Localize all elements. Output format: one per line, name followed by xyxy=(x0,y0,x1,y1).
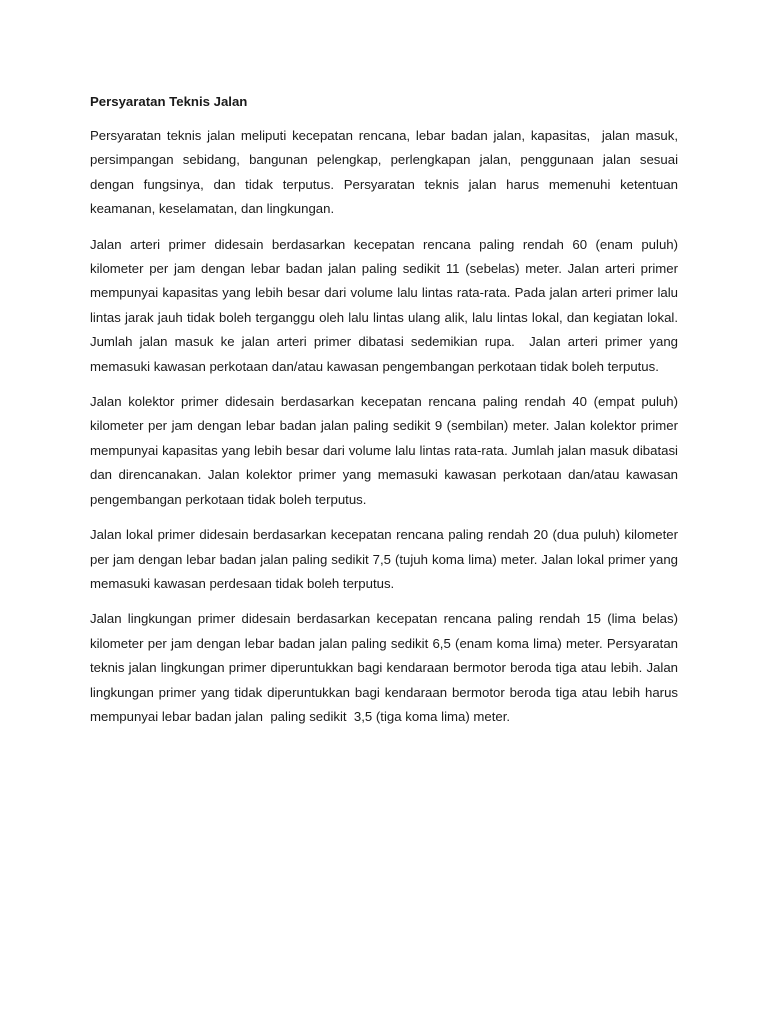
paragraph-arteri-primer: Jalan arteri primer didesain berdasarkan kecepatan rencana paling rendah 60 (enam puluh) kilometer per jam dengan lebar badan jalan paling sedikit 11 (sebelas) meter. Jalan arteri primer mempunyai kapasitas yang lebih besar dari volume lalu lintas rata-rata. Pada jalan arteri primer lalu lintas jarak jauh tidak boleh terganggu oleh lalu lintas ulang alik, lalu lintas lokal, dan kegiatan lokal. Jumlah jalan masuk ke jalan arteri primer dibatasi sedemikian rupa. Jalan arteri primer yang memasuki kawasan perkotaan dan/atau kawasan pengembangan perkotaan tidak boleh terputus. xyxy=(90,236,682,374)
paragraph-lingkungan-primer: Jalan lingkungan primer didesain berdasarkan kecepatan rencana paling rendah 15 (lima belas) kilometer per jam dengan lebar badan jalan paling sedikit 6,5 (enam koma lima) meter. Persyaratan teknis jalan lingkungan primer diperuntukkan bagi kendaraan bermotor beroda tiga atau lebih. Jalan lingkungan primer yang tidak diperuntukkan bagi kendaraan bermotor beroda tiga atau lebih harus mempunyai lebar badan jalan paling sedikit 3,5 (tiga koma lima) meter. xyxy=(90,611,682,724)
document-body xyxy=(90,90,686,740)
document-title: Persyaratan Teknis Jalan xyxy=(90,94,248,109)
paragraph-lokal-primer: Jalan lokal primer didesain berdasarkan kecepatan rencana paling rendah 20 (dua puluh) kilometer per jam dengan lebar badan jalan paling sedikit 7,5 (tujuh koma lima) meter. Jalan lokal primer yang memasuki kawasan perdesaan tidak boleh terputus. xyxy=(90,527,682,591)
paragraph-general-requirements: Persyaratan teknis jalan meliputi kecepatan rencana, lebar badan jalan, kapasitas, jalan masuk, persimpangan sebidang, bangunan pelengkap, perlengkapan jalan, penggunaan jalan sesuai dengan fungsinya, dan tidak terputus. Persyaratan teknis jalan harus memenuhi ketentuan keamanan, keselamatan, dan lingkungan. xyxy=(90,128,686,217)
paragraph-kolektor-primer: Jalan kolektor primer didesain berdasarkan kecepatan rencana paling rendah 40 (empat puluh) kilometer per jam dengan lebar badan jalan paling sedikit 9 (sembilan) meter. Jalan kolektor primer mempunyai kapasitas yang lebih besar dari volume lalu lintas rata-rata. Jumlah jalan masuk dibatasi dan direncanakan. Jalan kolektor primer yang memasuki kawasan perkotaan dan/atau kawasan pengembangan perkotaan tidak boleh terputus. xyxy=(90,394,682,507)
